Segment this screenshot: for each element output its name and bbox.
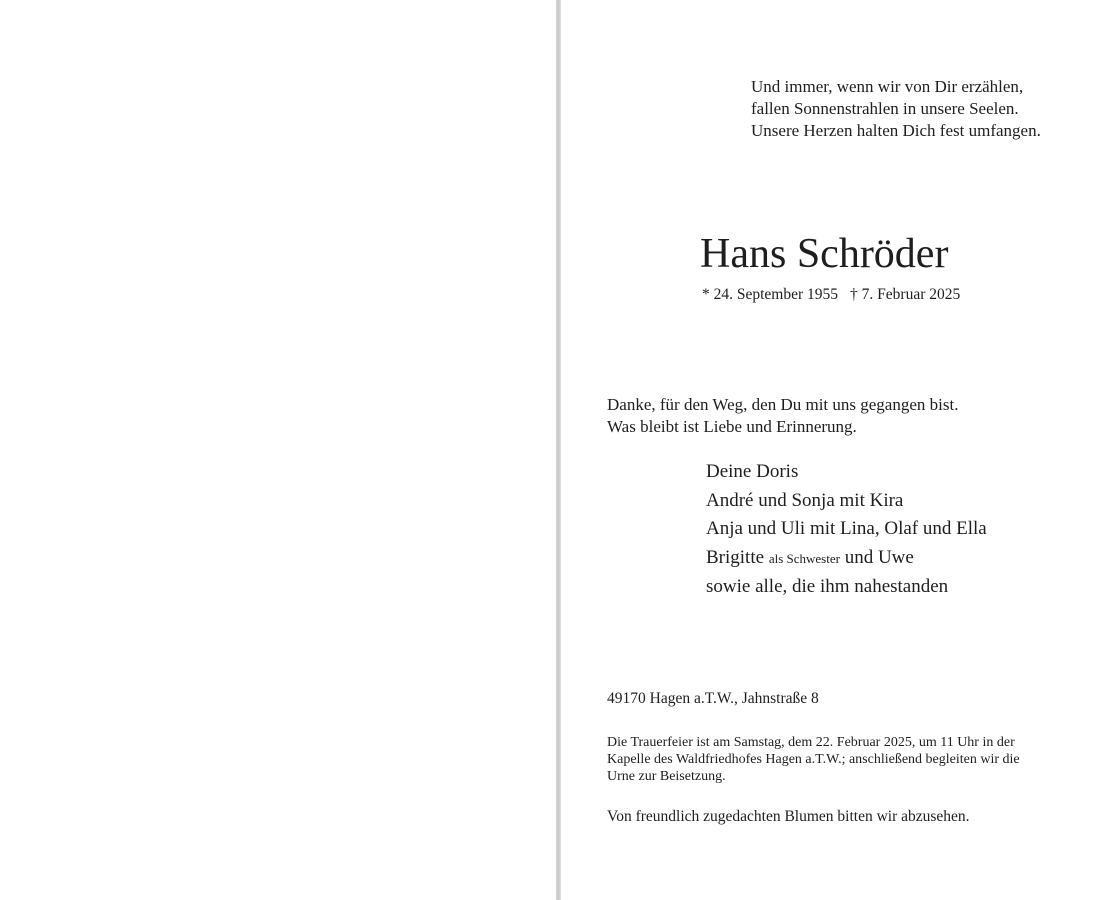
- mourner-relation: als Schwester: [768, 550, 840, 566]
- thanks-text: [607, 394, 958, 438]
- ceremony-line: Die Trauerfeier ist am Samstag, dem 22. Februar 2025, um 11 Uhr in der: [607, 735, 1015, 750]
- deceased-name: Hans Schröder: [700, 231, 949, 277]
- poem-line: fallen Sonnenstrahlen in unsere Seelen.: [751, 99, 1019, 118]
- poem: [751, 76, 1041, 142]
- poem-line: Unsere Herzen halten Dich fest umfangen.: [751, 121, 1041, 140]
- mourner-line: [706, 544, 987, 574]
- ceremony-info: [607, 734, 1067, 785]
- thanks-line: Danke, für den Weg, den Du mit uns gegangen bist.: [607, 395, 959, 414]
- mourner-name-rest: und Uwe: [844, 546, 914, 568]
- thanks-line: Was bleibt ist Liebe und Erinnerung.: [607, 417, 857, 436]
- mourners-list: [706, 458, 987, 602]
- life-dates: [702, 285, 960, 305]
- ceremony-line: Kapelle des Waldfriedhofes Hagen a.T.W.; anschließend begleiten wir die: [607, 752, 1020, 767]
- ceremony-line: Urne zur Beisetzung.: [607, 769, 726, 784]
- poem-line: Und immer, wenn wir von Dir erzählen,: [751, 77, 1024, 96]
- mourner-line: Deine Doris: [706, 461, 799, 482]
- mourner-name: Brigitte: [706, 546, 765, 568]
- mourner-line: Anja und Uli mit Lina, Olaf und Ella: [706, 518, 987, 539]
- mourner-line: André und Sonja mit Kira: [706, 489, 904, 511]
- flowers-note: Von freundlich zugedachten Blumen bitten wir abzusehen.: [607, 808, 970, 825]
- left-page: [0, 0, 556, 900]
- address: 49170 Hagen a.T.W., Jahnstraße 8: [607, 690, 819, 707]
- death-date: † 7. Februar 2025: [850, 286, 961, 303]
- birth-date: * 24. September 1955: [702, 286, 839, 303]
- mourner-line: sowie alle, die ihm nahestanden: [706, 576, 949, 597]
